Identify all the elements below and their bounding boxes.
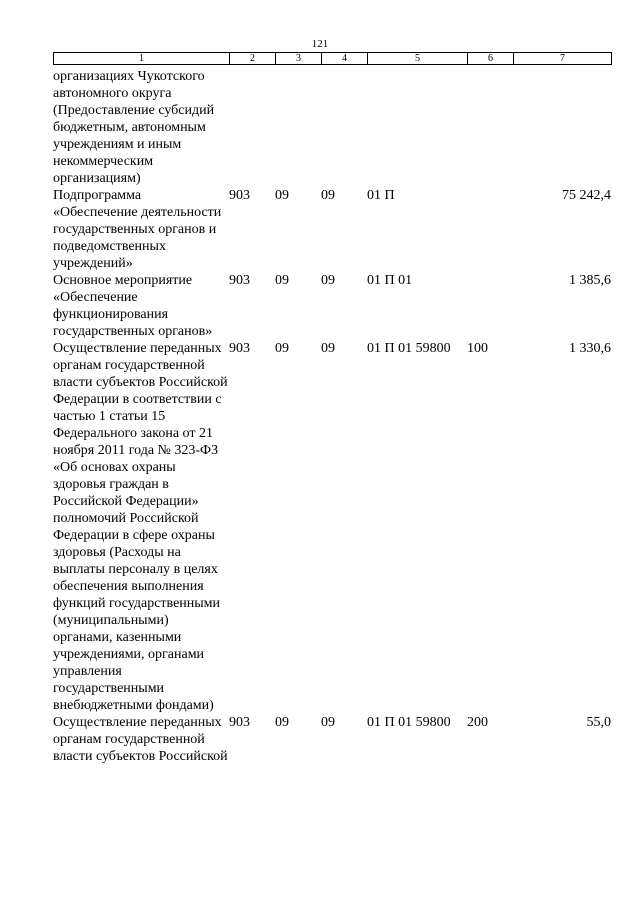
row-name: Осуществление переданных органам государственной власти субъектов Российской	[53, 715, 228, 764]
row-grbs: 903	[229, 273, 250, 288]
column-header-5: 5	[368, 53, 468, 65]
row-target-article: 01 П 01 59800	[367, 341, 451, 356]
row-grbs: 903	[229, 341, 250, 356]
row-subsection: 09	[321, 341, 335, 356]
table-row	[53, 714, 611, 765]
row-section: 09	[275, 273, 289, 288]
row-expense-type: 100	[467, 341, 488, 356]
row-name: Подпрограмма «Обеспечение деятельности государственных органов и подведомственных учреждений»	[53, 188, 222, 271]
row-expense-type	[467, 187, 513, 272]
row-section: 09	[275, 341, 289, 356]
row-section	[275, 68, 321, 187]
row-subsection: 09	[321, 715, 335, 730]
table-row	[53, 340, 611, 714]
column-header-row	[54, 53, 612, 65]
row-grbs	[229, 68, 275, 187]
row-subsection: 09	[321, 188, 335, 203]
row-sum	[513, 68, 611, 187]
column-header-2: 2	[230, 53, 276, 65]
column-header-6: 6	[468, 53, 514, 65]
row-sum: 1 385,6	[569, 273, 611, 288]
row-name: Осуществление переданных органам государственной власти субъектов Российской Федерации в соответствии с частью 1 статьи 15 Федерального закона от 21 ноября 2011 года № 323-ФЗ «Об основах охраны здоровья граждан в Российской Федерации» полномочий Российской Федерации в сфере охраны здоровья (Расходы на выплаты персоналу в целях обеспечения выполнения функций государственными (муниципальными) органами, казенными учреждениями, органами управления государственными внебюджетными фондами)	[53, 341, 228, 713]
row-target-article	[367, 68, 467, 187]
row-sum: 1 330,6	[569, 341, 611, 356]
row-target-article: 01 П 01 59800	[367, 715, 451, 730]
column-header-1: 1	[54, 53, 230, 65]
row-name: Основное мероприятие «Обеспечение функционирования государственных органов»	[53, 273, 213, 339]
table-row	[53, 187, 611, 272]
row-grbs: 903	[229, 715, 250, 730]
row-subsection	[321, 68, 367, 187]
row-name: организациях Чукотского автономного округа (Предоставление субсидий бюджетным, автономным учреждениям и иным некоммерческим организациям)	[53, 69, 215, 186]
row-target-article: 01 П	[367, 188, 395, 203]
column-header-7: 7	[514, 53, 612, 65]
column-header-table	[53, 52, 612, 65]
column-header-4: 4	[322, 53, 368, 65]
page-number: 121	[311, 38, 329, 50]
row-section: 09	[275, 188, 289, 203]
row-section: 09	[275, 715, 289, 730]
budget-table	[53, 68, 611, 765]
row-target-article: 01 П 01	[367, 273, 413, 288]
table-row	[53, 68, 611, 187]
row-subsection: 09	[321, 273, 335, 288]
row-expense-type	[467, 68, 513, 187]
row-sum: 55,0	[586, 715, 611, 730]
row-expense-type	[467, 272, 513, 340]
table-row	[53, 272, 611, 340]
row-expense-type: 200	[467, 715, 488, 730]
row-grbs: 903	[229, 188, 250, 203]
column-header-3: 3	[276, 53, 322, 65]
row-sum: 75 242,4	[562, 188, 611, 203]
